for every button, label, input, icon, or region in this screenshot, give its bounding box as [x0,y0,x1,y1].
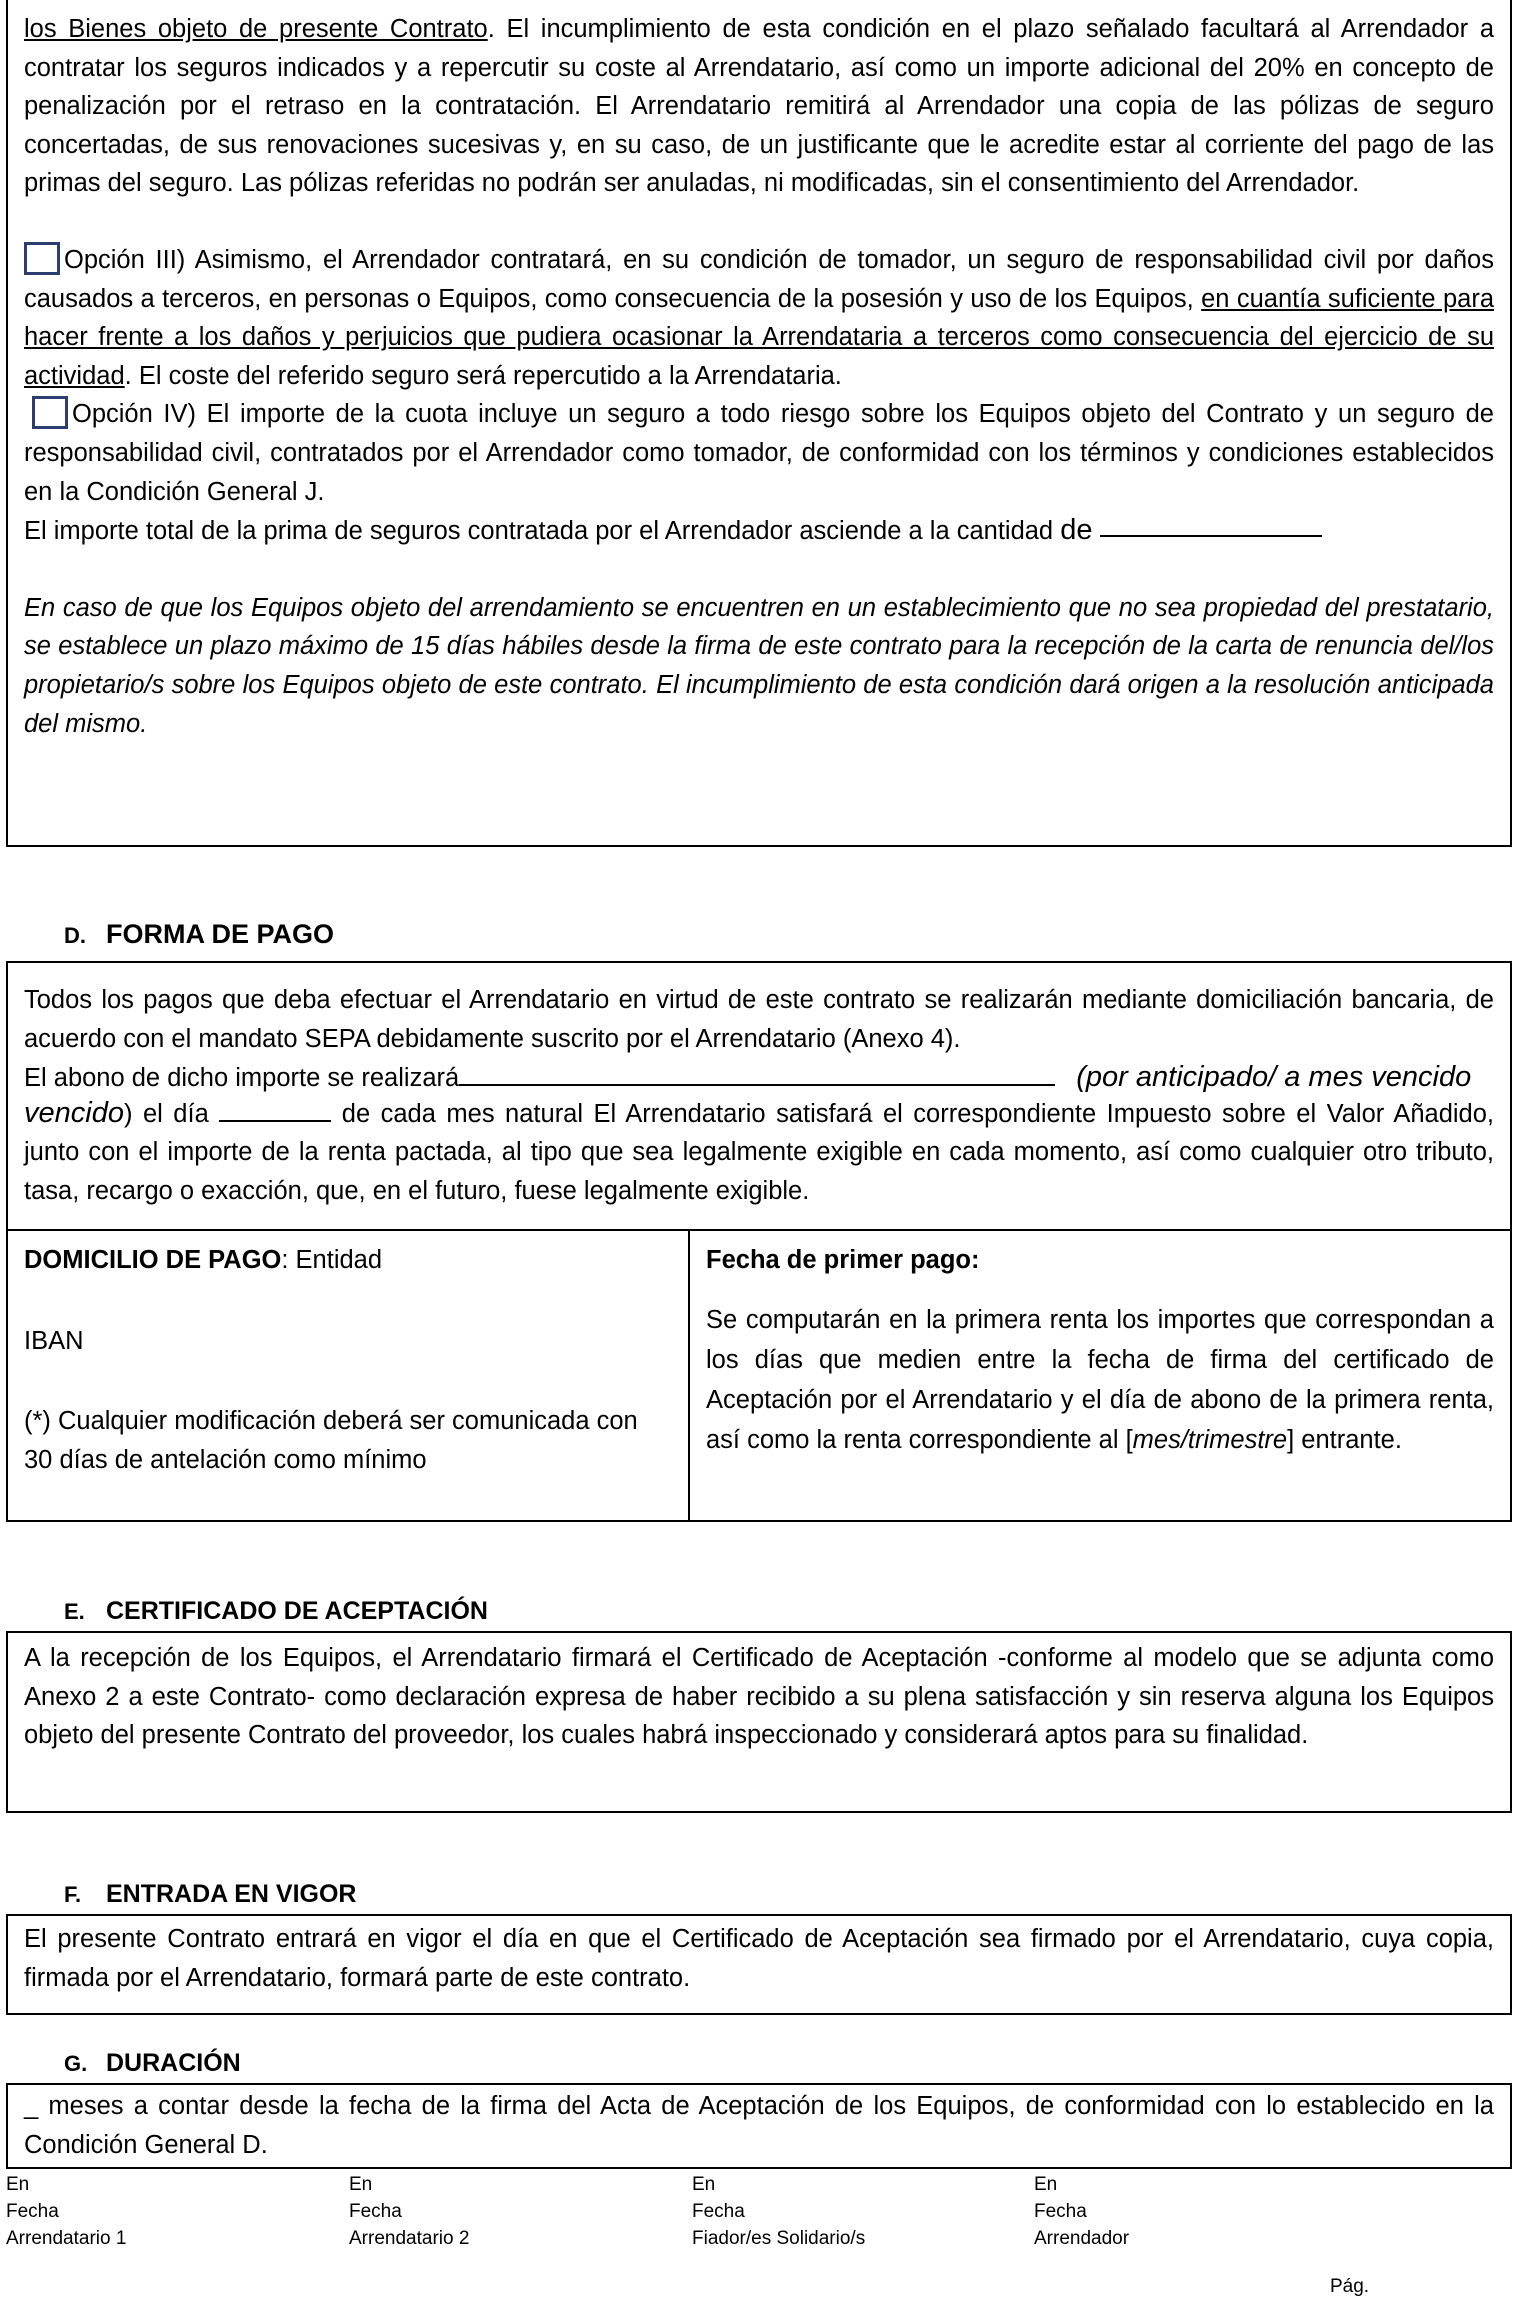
signature-block-arrendador: En Fecha Arrendador [1034,2174,1130,2249]
duration-text: _ meses a contar desde la fecha de la firma del Acta de Aceptación de los Equipos, de conformidad con lo establecido en la Condición General D. [24,2092,1494,2159]
payment-day-field[interactable] [219,1098,331,1122]
domicilio-cell: DOMICILIO DE PAGO: Entidad IBAN (*) Cualquier modificación deberá ser comunicada con 30 días de antelación como mínimo [8,1229,690,1520]
payment-rest: vencido) el día de cada mes natural El Arrendatario satisfará el correspondiente Impuesto sobre el Valor Añadido, junto con el importe de la renta pactada, al tipo que sea legalmente exigible en cada momento, así como cualquier otro tributo, tasa, recargo o exacción, que, en el futuro, fuese legalmente exigible. [24,1096,1495,1205]
acceptance-box [6,1631,1512,1813]
first-payment-text: Se computarán en la primera renta los importes que correspondan a los días que medien entre la fecha de firma del certificado de Aceptación por el Arrendatario y el día de abono de la primera renta, así como la renta correspondiente al [mes/trimestre] entrante. [706,1305,1494,1454]
option-iv-paragraph: Opción IV) El importe de la cuota incluye un seguro a todo riesgo sobre los Equipos objeto del Contrato y un seguro de responsabilidad civil, contratados por el Arrendador como tomador, de conformidad con los términos y condiciones establecidos en la Condición General J. [24,395,1494,511]
option-iii-checkbox[interactable] [24,242,60,275]
abono-field[interactable] [459,1062,1055,1086]
section-g-heading: G. DURACIÓN [64,2049,241,2077]
insurance-clause-box [6,0,1512,847]
section-f-heading: F. ENTRADA EN VIGOR [64,1880,357,1908]
section-d-heading: D. FORMA DE PAGO [64,919,334,949]
option-iv-checkbox[interactable] [32,396,68,429]
signature-block-arrendatario-1: En Fecha Arrendatario 1 [6,2174,127,2249]
acceptance-text: A la recepción de los Equipos, el Arrendatario firmará el Certificado de Aceptación -conforme al modelo que se adjunta como Anexo 2 a este Contrato- como declaración expresa de haber recibido a su plena satisfacción y sin reserva alguna los Equipos objeto del presente Contrato del proveedor, los cuales habrá inspeccionado y considerará aptos para su finalidad. [24,1644,1494,1750]
signature-block-fiador: En Fecha Fiador/es Solidario/s [692,2174,866,2249]
duration-box [6,2083,1512,2169]
first-payment-label: Fecha de primer pago: [706,1246,980,1274]
premium-line: El importe total de la prima de seguros contratada por el Arrendador asciende a la cantidad de [24,511,1494,551]
insurance-paragraph: los Bienes objeto de presente Contrato. El incumplimiento de esta condición en el plazo señalado facultará al Arrendador a contratar los seguros indicados y a repercutir su coste al Arrendatario, así como un importe adicional del 20% en concepto de penalización por el retraso en la contratación. El Arrendatario remitirá al Arrendador una copia de las pólizas de seguro concertadas, de sus renovaciones sucesivas y, en su caso, de un justificante que le acredite estar al corriente del pago de las primas del seguro. Las pólizas referidas no podrán ser anuladas, ni modificadas, sin el consentimiento del Arrendador. [24,15,1494,198]
first-payment-cell [690,1229,1510,1520]
payment-paragraph: Todos los pagos que deba efectuar el Arrendatario en virtud de este contrato se realizarán mediante domiciliación bancaria, de acuerdo con el mandato SEPA debidamente suscrito por el Arrendatario (Anexo 4). [24,986,1494,1053]
signature-block-arrendatario-2: En Fecha Arrendatario 2 [349,2174,470,2249]
section-e-heading: E. CERTIFICADO DE ACEPTACIÓN [64,1597,488,1625]
payment-details-table [6,1229,1512,1522]
payment-abono-line: El abono de dicho importe se realizará (por anticipado/ a mes vencido [24,1061,1472,1094]
premium-amount-field[interactable] [1100,513,1322,537]
entry-into-force-box [6,1914,1512,2015]
underlined-text: los Bienes objeto de presente Contrato [24,15,488,43]
italic-note: En caso de que los Equipos objeto del arrendamiento se encuentren en un establecimiento que no sea propiedad del prestatario, se establece un plazo máximo de 15 días hábiles desde la firma de este contrato para la recepción de la carta de renuncia del/los propietario/s sobre los Equipos objeto de este contrato. El incumplimiento de esta condición dará origen a la resolución anticipada del mismo. [24,593,1494,738]
page-number-label: Pág. [1330,2276,1370,2297]
option-iii-underlined: en cuantía suficiente para hacer frente a los daños y perjuicios que pudiera ocasionar la Arrendataria a terceros como consecuencia del ejercicio de su actividad [24,284,1495,390]
iban-label: IBAN [24,1326,84,1355]
modification-note: (*) Cualquier modificación deberá ser comunicada con 30 días de antelación como mínimo [24,1407,638,1475]
entry-into-force-text: El presente Contrato entrará en vigor el día en que el Certificado de Aceptación sea firmado por el Arrendatario, cuya copia, firmada por el Arrendatario, formará parte de este contrato. [24,1925,1494,1992]
option-iii-paragraph: Opción III) Asimismo, el Arrendador contratará, en su condición de tomador, un seguro de responsabilidad civil por daños causados a terceros, en personas o Equipos, como consecuencia de la posesión y uso de los Equipos, en cuantía suficiente para hacer frente a los daños y perjuicios que pudiera ocasionar la Arrendataria a terceros como consecuencia del ejercicio de su actividad. El coste del referido seguro será repercutido a la Arrendataria. [24,241,1494,395]
payment-box [6,961,1512,1231]
